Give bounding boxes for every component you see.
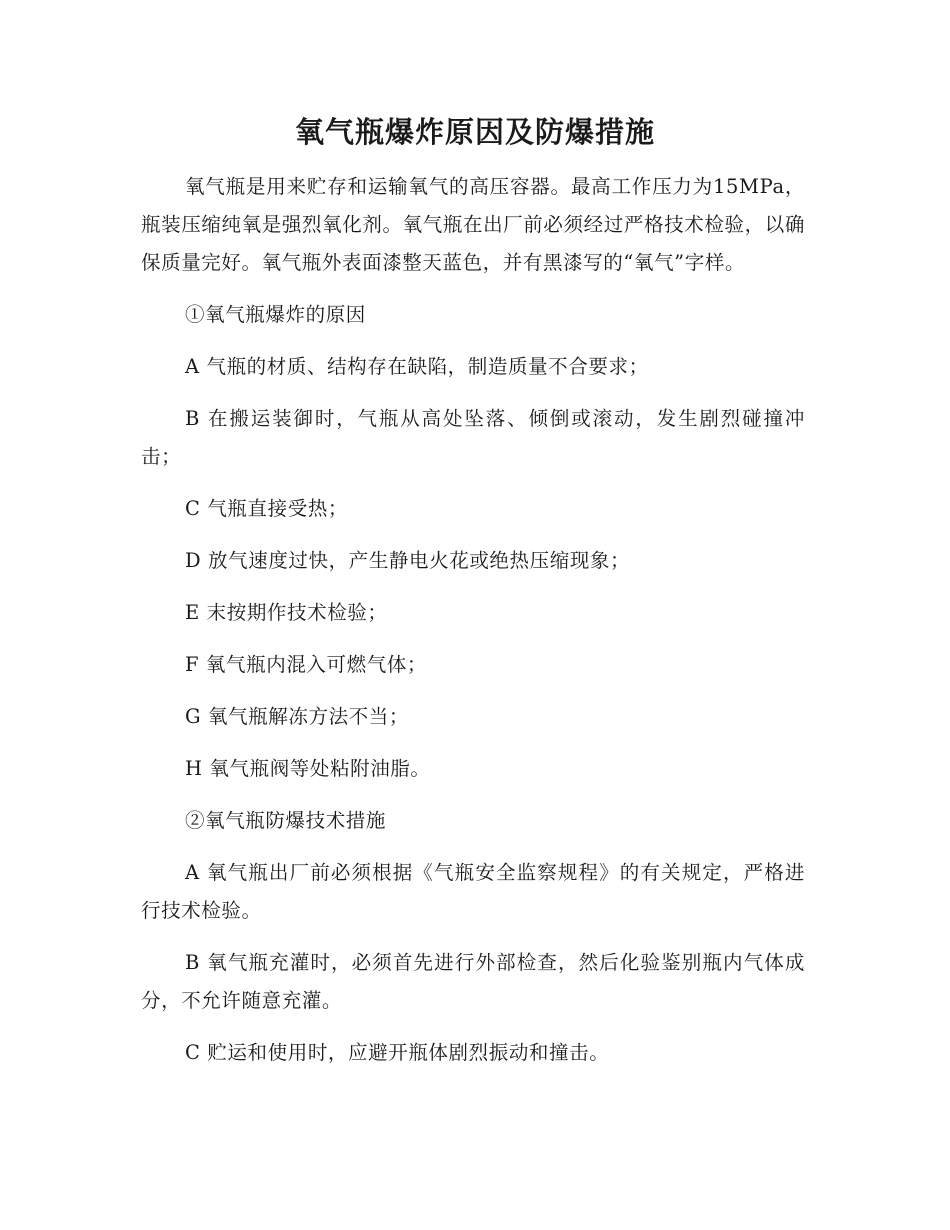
cause-item-g: G 氧气瓶解冻方法不当； xyxy=(185,705,409,728)
measure-item-a: A 氧气瓶出厂前必须根据《气瓶安全监察规程》的有关规定，严格进行技术检验。 xyxy=(141,861,805,922)
measure-item-c: C 贮运和使用时，应避开瓶体剧烈振动和撞击。 xyxy=(185,1041,610,1064)
cause-item-d: D 放气速度过快，产生静电火花或绝热压缩现象； xyxy=(185,549,631,572)
cause-item-b: B 在搬运装御时，气瓶从高处坠落、倾倒或滚动，发生剧烈碰撞冲击； xyxy=(141,407,805,468)
cause-item-a: A 气瓶的材质、结构存在缺陷，制造质量不合要求； xyxy=(185,355,649,378)
cause-item-e: E 末按期作技术检验； xyxy=(185,601,388,624)
document-title: 氧气瓶爆炸原因及防爆措施 xyxy=(294,115,655,149)
cause-item-f: F 氧气瓶内混入可燃气体； xyxy=(185,653,428,676)
section-heading-measures: ②氧气瓶防爆技术措施 xyxy=(185,809,387,832)
measure-item-b: B 氧气瓶充灌时，必须首先进行外部检查，然后化验鉴别瓶内气体成分，不允许随意充灌。 xyxy=(141,951,805,1012)
section-heading-causes: ①氧气瓶爆炸的原因 xyxy=(185,303,366,326)
cause-item-c: C 气瓶直接受热； xyxy=(185,497,349,520)
document-body xyxy=(141,168,805,1072)
cause-item-h: H 氧气瓶阀等处粘附油脂。 xyxy=(185,757,431,780)
intro-paragraph: 氧气瓶是用来贮存和运输氧气的高压容器。最高工作压力为15MPa，瓶装压缩纯氧是强烈氧化剂。氧气瓶在出厂前必须经过严格技术检验，以确保质量完好。氧气瓶外表面漆整天蓝色，并有黑漆写的“氧气”字样。 xyxy=(141,175,805,274)
